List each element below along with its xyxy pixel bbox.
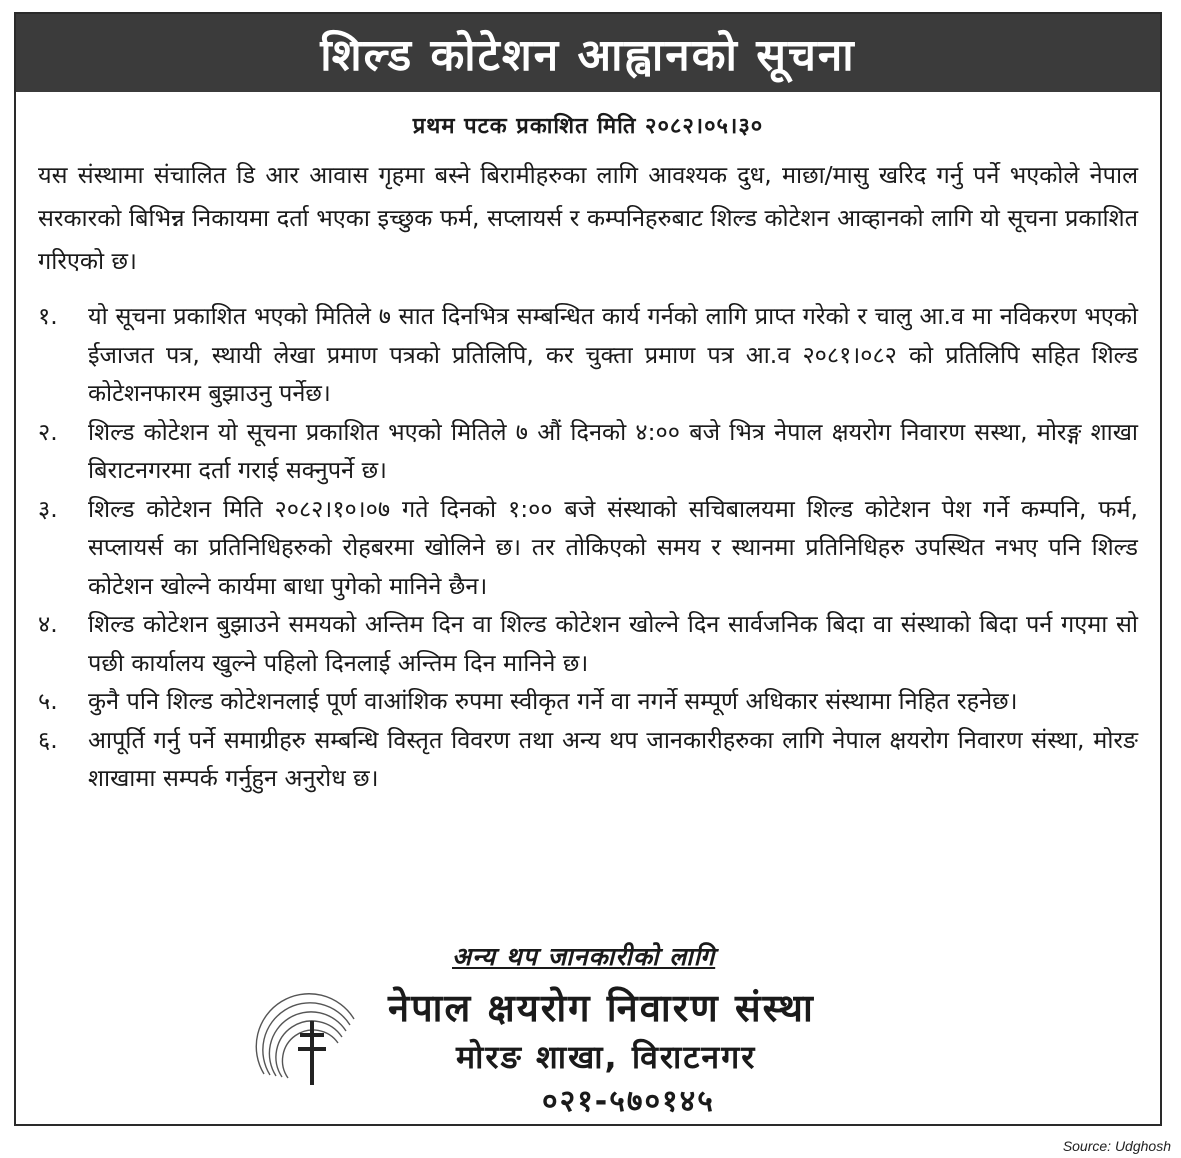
list-item — [38, 721, 1138, 798]
item-text: आपूर्ति गर्नु पर्ने समाग्रीहरु सम्बन्धि विस्तृत विवरण तथा अन्य थप जानकारीहरुका लागि नेपाल क्षयरोग निवारण संस्था, मोरङ शाखामा सम्पर्क गर्नुहुन अनुरोध छ। — [88, 725, 1138, 792]
notice-card — [14, 12, 1162, 1126]
item-text: कुनै पनि शिल्ड कोटेशनलाई पूर्ण वाआंशिक रुपमा स्वीकृत गर्ने वा नगर्ने सम्पूर्ण अधिकार संस्थामा निहित रहनेछ। — [88, 687, 1018, 715]
item-number: ३. — [38, 494, 58, 523]
notice-footer — [16, 939, 1160, 1124]
item-number: २. — [38, 417, 58, 446]
intro-paragraph: यस संस्थामा संचालित डि आर आवास गृहमा बस्ने बिरामीहरुका लागि आवश्यक दुध, माछा/मासु खरिद गर्नु पर्ने भएकोले नेपाल सरकारको बिभिन्न निकायमा दर्ता भएका इच्छुक फर्म, सप्लायर्स र कम्पनिहरुबाट शिल्ड कोटेशन आव्हानको लागि यो सूचना प्रकाशित गरिएको छ। — [38, 161, 1138, 275]
list-item — [38, 297, 1138, 413]
source-credit: Source: Udghosh — [1062, 1138, 1171, 1154]
item-text: शिल्ड कोटेशन यो सूचना प्रकाशित भएको मितिले ७ औं दिनको ४:०० बजे भित्र नेपाल क्षयरोग निवारण सस्था, मोरङ्ग शाखा बिराटनगरमा दर्ता गराई सक्नुपर्ने छ। — [88, 417, 1138, 484]
org-name: नेपाल क्षयरोग निवारण संस्था — [388, 986, 815, 1030]
item-number: १. — [38, 302, 58, 330]
org-phone: ०२१-५७०१४५ — [542, 1084, 715, 1119]
list-item — [38, 490, 1138, 606]
item-number: ६. — [38, 725, 58, 754]
org-branch: मोरङ शाखा, विराटनगर — [456, 1038, 757, 1076]
list-item — [38, 682, 1138, 721]
published-date: प्रथम पटक प्रकाशित मिति २०८२।०५।३० — [412, 114, 764, 139]
item-text: शिल्ड कोटेशन मिति २०८२।१०।०७ गते दिनको १:०० बजे संस्थाको सचिबालयमा शिल्ड कोटेशन पेश गर्ने कम्पनि, फर्म, सप्लायर्स का प्रतिनिधिहरुको रोहबरमा खोलिने छ। तर तोकिएको समय र स्थानमा प्रतिनिधिहरु उपस्थित नभए पनि शिल्ड कोटेशन खोल्ने कार्यमा बाधा पुगेको मानिने छैन। — [88, 494, 1138, 600]
more-info-heading: अन्य थप जानकारीको लागि — [452, 942, 716, 971]
item-text: शिल्ड कोटेशन बुझाउने समयको अन्तिम दिन वा शिल्ड कोटेशन खोल्ने दिन सार्वजनिक बिदा वा संस्थाको बिदा पर्न गएमा सो पछी कार्यालय खुल्ने पहिलो दिनलाई अन्तिम दिन मानिने छ। — [88, 610, 1138, 677]
list-item — [38, 413, 1138, 490]
item-text: यो सूचना प्रकाशित भएको मितिले ७ सात दिनभित्र सम्बन्धित कार्य गर्नको लागि प्राप्त गरेको र चालु आ.व मा नविकरण भएको ईजाजत पत्र, स्थायी लेखा प्रमाण पत्रको प्रतिलिपि, कर चुक्ता प्रमाण पत्र आ.व २०८१।०८२ को प्रतिलिपि सहित शिल्ड कोटेशनफारम बुझाउनु पर्नेछ। — [88, 302, 1138, 407]
item-number: ४. — [38, 610, 58, 638]
list-item — [38, 605, 1138, 682]
notice-title: शिल्ड कोटेशन आह्वानको सूचना — [16, 14, 1160, 92]
double-cross-arcs-logo-icon — [254, 979, 364, 1089]
item-number: ५. — [38, 687, 58, 715]
conditions-list — [38, 297, 1138, 798]
